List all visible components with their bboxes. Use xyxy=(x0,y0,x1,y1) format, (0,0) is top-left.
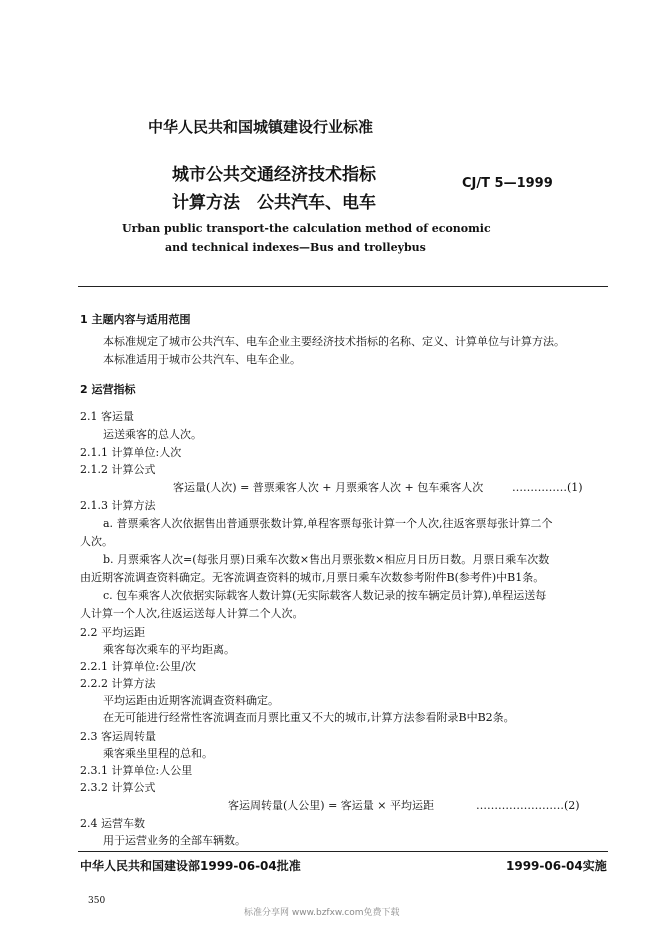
section-2-2-definition: 乘客每次乘车的平均距离。 xyxy=(103,643,235,656)
section-2-2-2-paragraph-1: 平均运距由近期客流调查资料确定。 xyxy=(103,694,279,707)
item-a-line-2: 人次。 xyxy=(80,535,113,548)
section-2-1-2: 2.1.2 计算公式 xyxy=(80,463,156,476)
section-1-heading: 1 主题内容与适用范围 xyxy=(80,313,191,326)
item-b-line-1: b. 月票乘客人次=(每张月票)日乘车次数×售出月票张数×相应月日历日数。月票日乘车次数 xyxy=(103,553,550,566)
standard-code: CJ/T 5—1999 xyxy=(462,176,553,191)
section-2-4-definition: 用于运营业务的全部车辆数。 xyxy=(103,834,246,847)
section-2-1-3: 2.1.3 计算方法 xyxy=(80,499,156,512)
implementation-date: 1999-06-04实施 xyxy=(506,859,607,873)
section-2-4-heading: 2.4 运营车数 xyxy=(80,817,145,830)
section-2-1-1: 2.1.1 计算单位:人次 xyxy=(80,446,182,459)
section-2-2-heading: 2.2 平均运距 xyxy=(80,626,145,639)
item-c-line-1: c. 包车乘客人次依据实际载客人数计算(无实际载客人数记录的按车辆定员计算),单程运送每 xyxy=(103,589,547,602)
english-title-line1: Urban public transport-the calculation method of economic xyxy=(122,222,491,235)
footer-divider xyxy=(78,851,608,852)
approval-line: 中华人民共和国建设部1999-06-04批准 xyxy=(80,859,301,873)
document-title-line1: 城市公共交通经济技术指标 xyxy=(172,165,376,185)
section-2-3-definition: 乘客乘坐里程的总和。 xyxy=(103,747,213,760)
section-2-1-heading: 2.1 客运量 xyxy=(80,410,134,423)
section-1-paragraph-2: 本标准适用于城市公共汽车、电车企业。 xyxy=(103,353,301,366)
item-c-line-2: 人计算一个人次,往返运送每人计算二个人次。 xyxy=(80,607,304,620)
section-2-3-1: 2.3.1 计算单位:人公里 xyxy=(80,764,193,777)
section-2-3-heading: 2.3 客运周转量 xyxy=(80,730,156,743)
section-2-2-2: 2.2.2 计算方法 xyxy=(80,677,156,690)
header-divider xyxy=(78,286,608,287)
formula-1: 客运量(人次) = 普票乘客人次 + 月票乘客人次 + 包车乘客人次 xyxy=(173,481,484,494)
formula-2-number: ……………………(2) xyxy=(476,799,580,812)
ministry-title: 中华人民共和国城镇建设行业标准 xyxy=(148,118,374,136)
item-a-line-1: a. 普票乘客人次依据售出普通票张数计算,单程客票每张计算一个人次,往返客票每张计算二个 xyxy=(103,517,553,530)
watermark-text: 标准分享网 www.bzfxw.com免费下载 xyxy=(244,908,400,918)
section-2-3-2: 2.3.2 计算公式 xyxy=(80,781,156,794)
english-title-line2: and technical indexes—Bus and trolleybus xyxy=(165,241,426,254)
formula-1-number: ……………(1) xyxy=(512,481,583,494)
section-1-paragraph-1: 本标准规定了城市公共汽车、电车企业主要经济技术指标的名称、定义、计算单位与计算方法。 xyxy=(103,335,565,348)
section-2-2-1: 2.2.1 计算单位:公里/次 xyxy=(80,660,196,673)
formula-2: 客运周转量(人公里) = 客运量 × 平均运距 xyxy=(228,799,435,812)
document-title-line2: 计算方法 公共汽车、电车 xyxy=(172,193,376,213)
section-2-1-definition: 运送乘客的总人次。 xyxy=(103,428,202,441)
item-b-line-2: 由近期客流调查资料确定。无客流调查资料的城市,月票日乘车次数参考附件B(参考件)中B1条。 xyxy=(80,571,545,584)
section-2-heading: 2 运营指标 xyxy=(80,383,136,396)
page-number: 350 xyxy=(88,896,106,906)
section-2-2-2-paragraph-2: 在无可能进行经常性客流调查而月票比重又不大的城市,计算方法参看附录B中B2条。 xyxy=(103,711,515,724)
